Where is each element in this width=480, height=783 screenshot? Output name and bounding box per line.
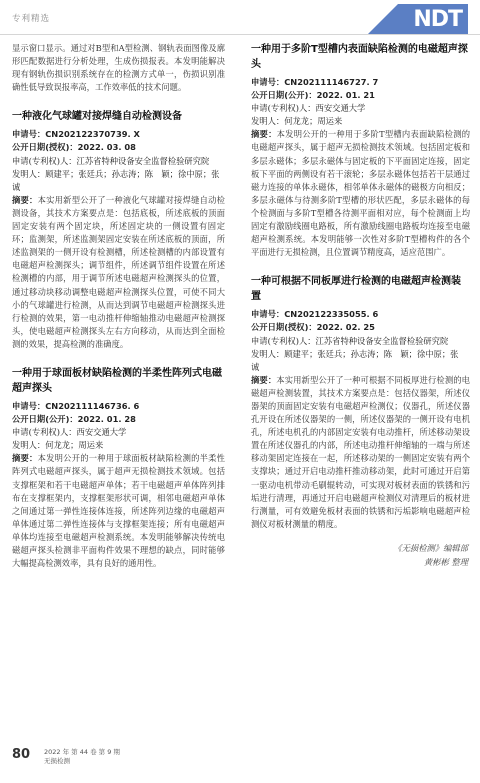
patent-title: 一种用于球面板材缺陷检测的半柔性阵列式电磁超声探头 xyxy=(12,367,222,394)
logo-text: NDT xyxy=(413,7,462,32)
intro-text: 显示窗口显示。通过对B型和A型检测、钢轨表面图像及廓形匹配数据进行分析处理，生成伤损报表。本发明能解决现有钢轨伤损识别系统存在的检测方式单一，伤损识别准确性低导致误报率高，工作效率低的技术问题。 xyxy=(12,43,225,93)
editorial-office: 《无损检测》编辑部 xyxy=(393,542,468,553)
applicant: 申请(专利权)人：西安交通大学 xyxy=(12,427,127,438)
section-label: 专利精选 xyxy=(12,14,51,24)
application-number: 申请号：CN202122335055. 6 xyxy=(251,309,379,320)
journal-name: 无损检测 xyxy=(44,757,70,765)
patent-entry xyxy=(251,42,470,259)
patent-title: 一种液化气球罐对接焊缝自动检测设备 xyxy=(12,111,182,123)
applicant: 申请(专利权)人：江苏省特种设备安全监督检验研究院 xyxy=(251,335,449,346)
footer-info xyxy=(44,748,120,766)
patent-entry xyxy=(12,109,228,351)
publication-date: 公开日期(授权)：2022. 02. 25 xyxy=(251,322,375,333)
publication-date: 公开日期(公开)：2022. 01. 21 xyxy=(251,90,375,101)
right-column xyxy=(251,42,470,569)
application-number: 申请号：CN202122370739. X xyxy=(12,129,140,140)
patent-title: 一种可根据不同板厚进行检测的电磁超声检测装置 xyxy=(251,276,461,303)
abstract: 摘要：本发明公开的一种用于多阶T型槽内表面缺陷检测的电磁超声探头，属于超声无损检测技术领域。包括固定板和多层永磁体；多层永磁体与固定板的下平面固定连接，固定板下平面的两侧设有若干滚轮；多层永磁体包括若干层通过磁力连接的单体永磁体，相邻单体永磁体的磁极方向相反；多层永磁体与待测多阶T型槽的形状匹配，多层永磁体的每个检测面与多阶T型槽各待测平面相对应，每个检测面上均固定有激励线圈电路板，所有激励线圈电路板均连接至电磁超声检测系统。本发明能够一次性对多阶T型槽构件的各个平面进行无损检测，且位置调节精度高，适应范围广。 xyxy=(251,129,470,258)
inventors: 发明人：何龙龙；周运来 xyxy=(12,440,104,451)
journal-logo xyxy=(406,4,468,34)
inventors: 发明人：顾建平；张廷兵；孙志涛；陈 颖；徐中原；张 诚 xyxy=(12,168,228,192)
patent-title: 一种用于多阶T型槽内表面缺陷检测的电磁超声探头 xyxy=(251,44,468,70)
inventors: 发明人：何龙龙；周运来 xyxy=(251,116,343,127)
abstract: 摘要：本发明公开的一种用于球面板材缺陷检测的半柔性阵列式电磁超声探头，属于超声无损检测技术领域。包括支撑框架和若干电磁超声单体；若干电磁超声单体阵列排布在支撑框架内，支撑框架形状可调，相邻电磁超声单体之间通过第一弹性连接体连接，所述阵列边缘的电磁超声单体通过第二弹性连接体与支撑框架连接；所有电磁超声单体均连接至电磁超声检测系统。本发明能够解决传统电磁超声探头检测非平面构件效果不理想的缺点，同时能够大幅提高检测效率，具有良好的通用性。 xyxy=(12,453,225,569)
patent-entry xyxy=(12,366,225,570)
header-rule xyxy=(0,34,480,35)
application-number: 申请号：CN202111146736. 6 xyxy=(12,400,140,411)
compiler-name: 黄彬彬 整理 xyxy=(423,556,468,567)
patent-entry xyxy=(251,274,470,531)
publication-date: 公开日期(公开)：2022. 01. 28 xyxy=(12,414,136,425)
publication-date: 公开日期(授权)：2022. 03. 08 xyxy=(12,142,136,153)
inventors: 发明人：顾建平；张廷兵；孙志涛；陈 颖；徐中原；张 诚 xyxy=(251,348,467,372)
page-number: 80 xyxy=(12,747,31,762)
abstract: 摘要：本实用新型公开了一种液化气球罐对接焊缝自动检测设备，其技术方案要点是：包括底板，所述底板的顶面固定安装有两个固定块，所述固定块的一侧设置有固定环；监测架，所述监测架固定安装在所述底板的顶面，所述监测架的一侧开设有检测槽，所述检测槽的内部设置有电磁超声检测探头；调节组件，所述调节组件设置在所述检测槽的内部，用于调节所述电磁超声检测探头的位置，通过移动块移动调整电磁超声检测探头位置，可使不同大小的气球罐进行检测，从而达到调节电磁超声检测探头进行检测的效果，第一电动推杆伸缩轴推动电磁超声检测探头，使电磁超声检测探头左右方向移动，从而达到全面检测的效果，提高检测的准确度。 xyxy=(12,194,225,349)
application-number: 申请号：CN202111146727. 7 xyxy=(251,77,379,87)
abstract: 摘要：本实用新型公开了一种可根据不同板厚进行检测的电磁超声检测装置，其技术方案要点是：包括仪器架，所述仪器架的顶面固定安装有电磁超声检测仪；仪器孔，所述仪器孔开设在所述仪器架的一侧，所述仪器架的一侧开设有电机孔，所述电机孔的内部固定安装有电动推杆，所述移动架设置在所述仪器孔的内部，所述电动推杆伸缩轴的一端与所述移动架固定连接在一起，所述移动架的一侧固定安装有两个支撑块；通过开启电动推杆推动移动架，此时可通过开启第一驱动电机带动毛刷辊转动，可实现对板材表面的铁锈和污垢进行清理，再通过开启电磁超声检测仪对清理后的板材进行测量，可有效避免板材表面的铁锈和污垢影响电磁超声检测仪对板材测量的精度。 xyxy=(251,374,470,529)
applicant: 申请(专利权)人：西安交通大学 xyxy=(251,103,366,114)
issue-info: 2022 年 第 44 卷 第 9 期 xyxy=(44,748,120,756)
editor-signature xyxy=(251,541,468,569)
left-column xyxy=(12,42,228,570)
applicant: 申请(专利权)人：江苏省特种设备安全监督检验研究院 xyxy=(12,155,210,166)
